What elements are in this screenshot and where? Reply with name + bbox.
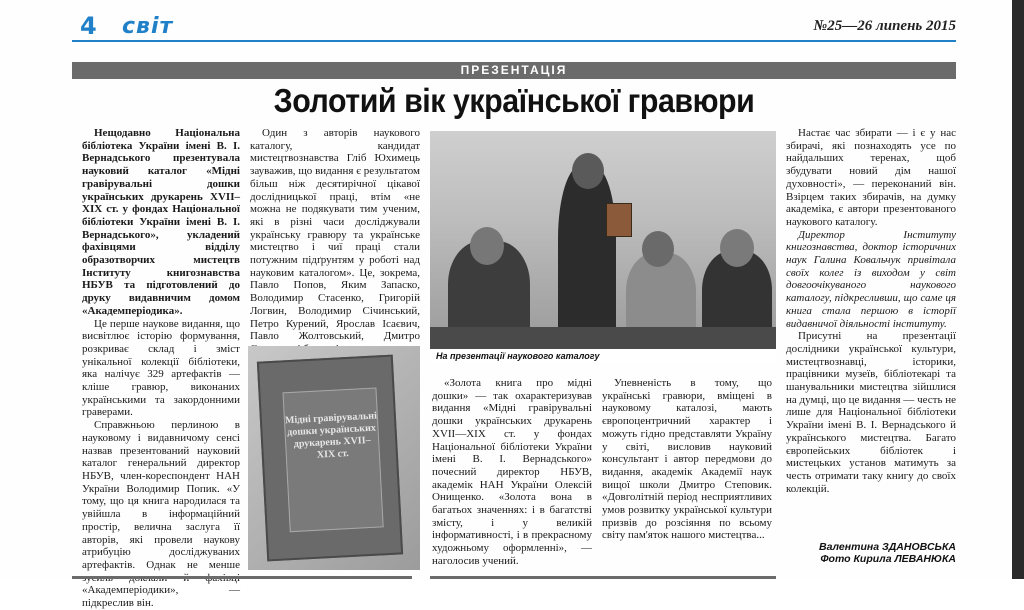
- table-edge: [430, 327, 776, 349]
- article-paragraph: Один з авторів наукового каталогу, кандидат мистецтвознавства Гліб Юхимець зауважив, що видання є результатом більш ніж десятирічної цікавої дослідницької праці, втім «не можна не подякувати тим ученим, які в різні часи досліджували українську гравюру та українське мистецтво і чиї праці стали потужним підґрунтям у роботі над науковим каталогом». Це, зокрема, Павло Попов, Яким Запаско, Володимир Стасенко, Григорій Логвин, Володимир Січинський, Петро Курений, Ярослав Ісаєвич, Павло Жолтовський, Дмитро: [250, 127, 420, 343]
- article-headline: Золотий вік української гравюри: [273, 82, 755, 119]
- article-paragraph: Директор Інституту книгознавства, доктор історичних наук Галина Ковальчук привітала своїх колег із виходом у світ довгоочікуваного наукового каталогу, підкресливши, що саме ця книга стала першою в історії видавничої діяльності інституту.: [786, 228, 956, 330]
- scrollbar-edge: [1012, 0, 1024, 579]
- page-number: 4: [80, 12, 97, 40]
- newspaper-logo: світ: [122, 14, 174, 39]
- article-lead: Нещодавно Національна бібліотека України імені В. І. Вернадського презентувала науковий каталог «Мідні гравірувальні дошки українських друкарень XVII–XIX ст. у фондах Національної бібліотеки України імені В. І. Вернадського», укладений фахівцями відділу образотворчих мистецтв Інституту книгознавства НБУВ та підготовлений до друку видавничим домом «Академперіодика».: [82, 127, 240, 317]
- header-divider: [72, 40, 956, 42]
- article-signature: [819, 541, 956, 565]
- page-header: [72, 12, 956, 42]
- footer-band-right: [430, 576, 776, 579]
- article-column-1: [82, 127, 240, 610]
- book-cover-text: Мідні гравірувальні дошки українських друкарень XVII–XIX ст.: [283, 387, 384, 532]
- book-in-hand: [606, 203, 632, 237]
- photo-credit: Фото Кирила ЛЕВАНЮКА: [820, 553, 956, 565]
- article-column-2-continued: [432, 377, 592, 577]
- issue-number: №25—26 липень 2015: [813, 18, 956, 34]
- article-paragraph: «Золота книга про мідні дошки» — так охарактеризував видання «Мідні гравірувальні дошки українських друкарень XVII—XIX ст. у фондах Національної бібліотеки України імені В. І. Вернадського» почесний директор НБУВ, академік НАН України Олексій Онищенко. «Золота вона в багатьох значеннях: і в багатстві змісту, і у великій інформативності, і в прекрасному художньому оформленні», — наголосив учений.: [432, 377, 592, 567]
- article-column-3: [602, 377, 772, 577]
- author-name: Валентина ЗДАНОВСЬКА: [818, 541, 956, 553]
- article-paragraph: Упевненість в тому, що українські гравюри, вміщені в науковому каталозі, мають європоцентричний характер і можуть гідно представляти Україну у світі, висловив науковий консультант і автор передмови до видання, академік Академії наук вищої школи Дмитро Степовик. «Довголітній період несприятливих умов розвитку української культури призвів до розсіяння по всьому світу пам'яток нашого мистецтва...: [602, 377, 772, 542]
- article-column-2: [250, 127, 420, 341]
- article-paragraph: Справжньою перлиною в науковому і видавничому сенсі назвав презентований науковий каталог генеральний директор НБУВ, член-кореспондент НАН України Володимир Попик. «У тому, що ця книга народилася та увійшла в інформаційний простір, велична заслуга її авторів, які провели наукову атрибуцію досліджуваних артефактів. Однак не менше «Академперіодики», — підкреслив він.: [82, 419, 240, 610]
- footer-band-left: [72, 576, 412, 579]
- article-paragraph: Присутні на презентації дослідники української культури, мистецтвознавці, історики, працівники музеїв, бібліотекарі та шанувальники мистецтва зійшлися на думці, що це видання — честь не лише для Національної бібліотеки України імені В. І. Вернадського й українського мистецтва. Багато європейських бібліотек і мистецьких установ матимуть за честь отримати таку книгу до своїх колекцій.: [786, 330, 956, 495]
- presentation-photo: [430, 131, 776, 349]
- photo-caption: На презентації наукового каталогу: [430, 350, 776, 362]
- article-paragraph: Настає час збирати — і є у нас збирачі, які познаходять усе по найдальших теренах, щоб збудувати новий дім нашої духовності», — переконаний він. Взірцем таких збирачів, на думку академіка, є автори презентованого наукового каталогу.: [786, 127, 956, 228]
- catalog-book-cover: [257, 355, 403, 562]
- book-photo: [248, 346, 420, 570]
- article-paragraph: Це перше наукове видання, що висвітлює історію формування, розкриває склад і зміст унікальної колекції бібліотеки, яка налічує 329 артефактів — кліше гравюр, виконаних українськими та закордонними граверами.: [82, 317, 240, 419]
- article-column-4: [786, 127, 956, 537]
- speaker-figure: [558, 165, 616, 349]
- section-label: ПРЕЗЕНТАЦІЯ: [72, 62, 956, 79]
